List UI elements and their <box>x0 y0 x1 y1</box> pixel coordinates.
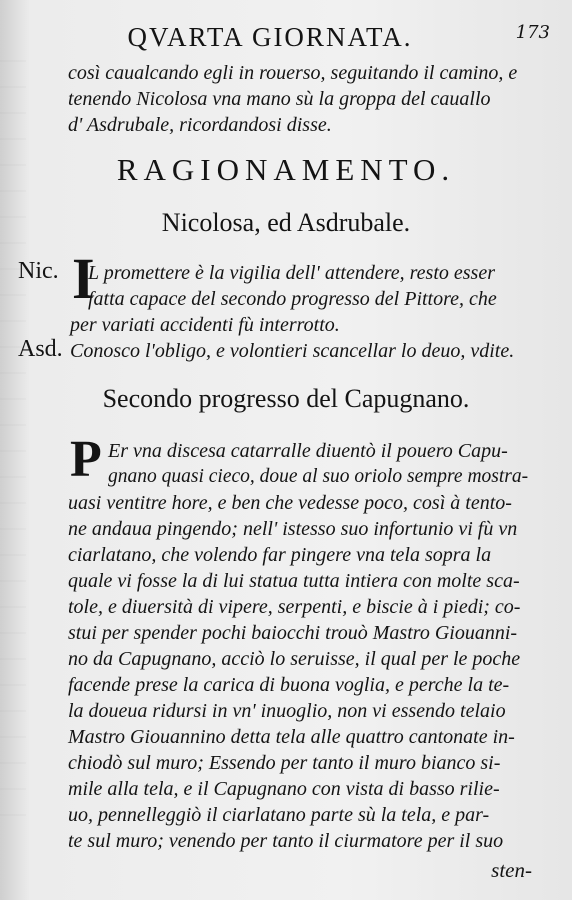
narrative-line: te sul muro; venendo per tanto il ciurmatore per il suo <box>68 830 504 852</box>
intro-paragraph <box>68 60 538 138</box>
narrative-line: uo, pennelleggiò il ciarlatano parte sù la tela, e par- <box>68 804 490 826</box>
drop-cap-letter: P <box>70 431 102 488</box>
section-title: RAGIONAMENTO. <box>116 152 456 187</box>
narrative-line: facende prese la carica di buona voglia, e perche la te- <box>68 674 510 696</box>
intro-line: così caualcando egli in rouerso, seguitando il camino, e <box>68 62 518 84</box>
page-number: 173 <box>515 22 550 43</box>
narrative-line: tole, e diuersità di vipere, serpenti, e biscie à i piedi; co- <box>68 596 521 618</box>
narrative-line: Mastro Giouannino detta tela alle quattro cantonate in- <box>68 726 515 748</box>
dialogue-asdrubale <box>70 338 540 364</box>
catchword: sten- <box>491 858 532 882</box>
narrative-line: Er vna discesa catarralle diuentò il pouero Capu- <box>108 440 508 462</box>
narrative-line: quale vi fosse la di lui statua tutta intiera con molte sca- <box>68 570 520 592</box>
narrative-line: chiodò sul muro; Essendo per tanto il muro bianco si- <box>68 752 501 774</box>
page-header <box>0 14 572 54</box>
speaker-label-nicolosa: Nic. <box>18 258 59 284</box>
narrative-paragraph-cont <box>68 490 538 854</box>
dialogue-nicolosa <box>88 260 540 312</box>
narrative-line: gnano quasi cieco, doue al suo oriolo sempre mostra- <box>108 466 529 487</box>
narrative-paragraph <box>108 438 538 490</box>
speaker-label-asdrubale: Asd. <box>18 336 63 362</box>
running-head: QVARTA GIORNATA. <box>127 22 413 52</box>
dialogue-line: L promettere è la vigilia dell' attendere, resto esser <box>88 262 495 284</box>
intro-line: d' Asdrubale, ricordandosi disse. <box>68 114 332 136</box>
narrative-line: no da Capugnano, acciò lo seruisse, il qual per le poche <box>68 648 521 670</box>
narrative-line: la doueua ridursi in vn' inuoglio, non vi essendo telaio <box>68 700 506 722</box>
drop-cap-letter: I <box>72 246 95 311</box>
dialogue-line: per variati accidenti fù interrotto. <box>70 314 340 336</box>
narrative-line: stui per spender pochi baiocchi trouò Mastro Giouanni- <box>68 622 518 644</box>
intro-line: tenendo Nicolosa vna mano sù la groppa del cauallo <box>68 88 491 110</box>
narrative-line: ne andaua pingendo; nell' istesso suo infortunio vi fù vn <box>68 518 518 540</box>
dialogue-nicolosa-cont <box>70 312 540 338</box>
dialogue-line: Conosco l'obligo, e volontieri scancellar lo deuo, vdite. <box>70 340 515 362</box>
dialogue-line: fatta capace del secondo progresso del Pittore, che <box>88 288 497 310</box>
story-subheading: Secondo progresso del Capugnano. <box>102 384 470 413</box>
interlocutors-heading: Nicolosa, ed Asdrubale. <box>161 208 411 237</box>
narrative-line: ciarlatano, che volendo far pingere vna tela sopra la <box>68 544 492 566</box>
narrative-line: mile alla tela, e il Capugnano con vista di basso rilie- <box>68 778 500 800</box>
narrative-line: uasi ventitre hore, e ben che vedesse poco, così à tento- <box>68 492 512 514</box>
